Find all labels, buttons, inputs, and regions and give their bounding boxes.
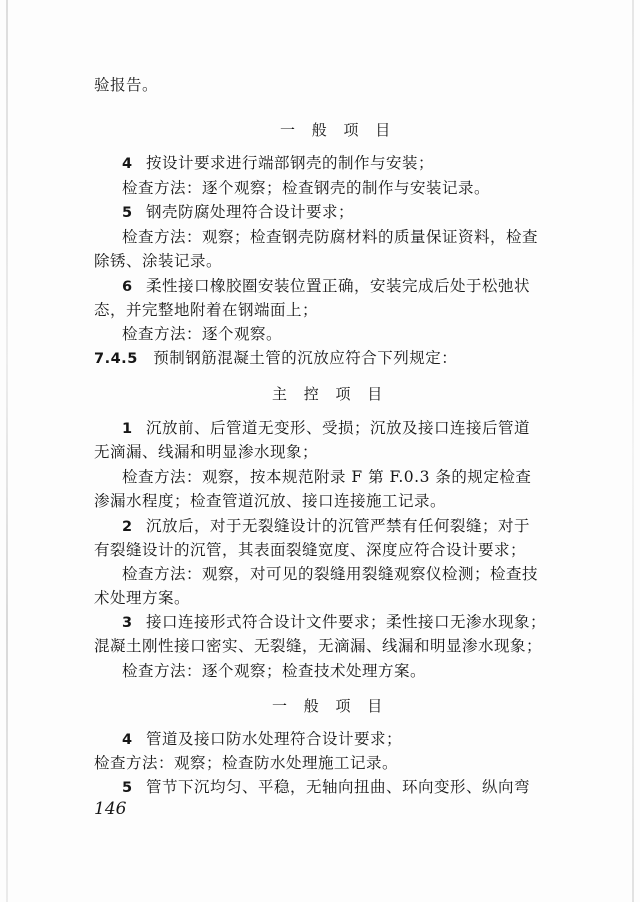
text-line: 态，并完整地附着在钢端面上；: [94, 301, 319, 319]
clause-number: 7.4.5: [94, 351, 138, 367]
item-text: 管节下沉均匀、平稳，无轴向扭曲、环向变形、纵向弯: [146, 778, 531, 796]
list-item: [122, 418, 530, 439]
page-number: 146: [94, 799, 127, 819]
text-line: 无滴漏、线漏和明显渗水现象；: [94, 443, 319, 461]
item-number: 3: [122, 615, 133, 631]
text-line: 检查方法：观察；检查钢壳防腐材料的质量保证资料，检查: [122, 228, 539, 246]
item-text: 沉放前、后管道无变形、受损；沉放及接口连接后管道: [146, 419, 531, 437]
text-line: 验报告。: [94, 76, 159, 94]
text-line: 混凝土刚性接口密实、无裂缝，无滴漏、线漏和明显渗水现象；: [94, 637, 543, 655]
section-heading-general: 一 般 项 目: [272, 697, 389, 715]
item-text: 按设计要求进行端部钢壳的制作与安装；: [146, 154, 435, 172]
list-item: [122, 153, 434, 174]
text-line: 有裂缝设计的沉管，其表面裂缝宽度、深度应符合设计要求；: [94, 541, 527, 559]
text-line: 检查方法：逐个观察；检查钢壳的制作与安装记录。: [122, 179, 491, 197]
item-text: 柔性接口橡胶圈安装位置正确，安装完成后处于松弛状: [146, 277, 531, 295]
item-text: 钢壳防腐处理符合设计要求；: [146, 203, 355, 221]
item-number: 4: [122, 156, 133, 172]
list-item: [122, 516, 530, 537]
item-text: 管道及接口防水处理符合设计要求；: [146, 730, 403, 748]
text-line: 检查方法：逐个观察。: [122, 325, 283, 343]
text-line: 检查方法：观察；检查防水处理施工记录。: [94, 754, 399, 772]
text-line: 除锈、涂装记录。: [94, 252, 223, 270]
list-item: [122, 612, 546, 633]
list-item: [122, 729, 402, 750]
item-number: 1: [122, 421, 133, 437]
list-item: [122, 202, 354, 223]
clause-text: 预制钢筋混凝土管的沉放应符合下列规定：: [153, 349, 458, 367]
text-line: 检查方法：逐个观察；检查技术处理方案。: [122, 662, 427, 680]
scan-edge-right: [632, 0, 634, 902]
section-heading-general: 一 般 项 目: [280, 121, 397, 139]
list-item: [122, 276, 530, 297]
item-number: 4: [122, 732, 133, 748]
item-number: 6: [122, 279, 133, 295]
section-heading-main-control: 主 控 项 目: [272, 385, 389, 403]
text-line: 检查方法：观察，对可见的裂缝用裂缝观察仪检测；检查技: [122, 565, 539, 583]
item-number: 5: [122, 205, 133, 221]
text-line: 术处理方案。: [94, 589, 191, 607]
clause-line: [94, 348, 457, 369]
item-number: 5: [122, 780, 133, 796]
text-line: 渗漏水程度；检查管道沉放、接口连接施工记录。: [94, 492, 447, 510]
item-number: 2: [122, 519, 133, 535]
item-text: 沉放后，对于无裂缝设计的沉管严禁有任何裂缝；对于: [146, 517, 531, 535]
text-line: 检查方法：观察，按本规范附录 F 第 F.0.3 条的规定检查: [122, 468, 532, 486]
scan-edge-left: [6, 0, 8, 902]
list-item: [122, 777, 530, 798]
item-text: 接口连接形式符合设计文件要求；柔性接口无渗水现象；: [146, 613, 547, 631]
